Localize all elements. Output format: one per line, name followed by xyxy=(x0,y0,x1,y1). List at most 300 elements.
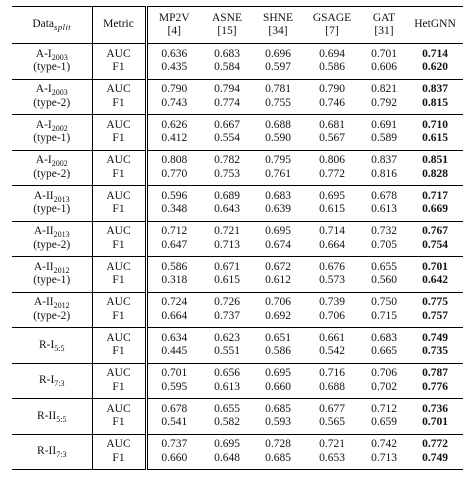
hetgnn-value-cell xyxy=(407,221,463,257)
value-cell xyxy=(303,115,361,151)
value-cell xyxy=(361,292,407,328)
best-value: 0.776 xyxy=(422,380,448,393)
value-cell xyxy=(146,257,201,293)
dataset-subscript: 2002 xyxy=(51,159,68,169)
dataset-cell xyxy=(12,150,92,186)
metric-label: AUC xyxy=(106,438,131,451)
value-cell xyxy=(361,44,407,80)
metric-value: 0.761 xyxy=(265,167,291,180)
dataset-base: A-I xyxy=(35,47,52,60)
metric-cell xyxy=(92,115,146,151)
metric-value: 0.694 xyxy=(319,47,345,60)
metric-value: 0.590 xyxy=(265,132,291,145)
metric-value: 0.712 xyxy=(161,225,188,238)
metric-label: F1 xyxy=(112,238,125,251)
metric-value: 0.743 xyxy=(161,96,188,109)
hetgnn-value-cell xyxy=(407,292,463,328)
value-cell xyxy=(303,44,361,80)
metric-value: 0.706 xyxy=(319,309,345,322)
value-cell xyxy=(361,115,407,151)
metric-value: 0.683 xyxy=(214,47,240,60)
metric-value: 0.683 xyxy=(265,189,291,202)
metric-value: 0.678 xyxy=(371,189,397,202)
best-value: 0.754 xyxy=(422,238,448,251)
best-value: 0.701 xyxy=(422,416,448,429)
table-row xyxy=(12,399,463,435)
metric-label: F1 xyxy=(112,61,125,74)
metric-value: 0.713 xyxy=(214,238,240,251)
value-cell xyxy=(253,292,303,328)
metric-value: 0.688 xyxy=(319,380,345,393)
metric-value: 0.721 xyxy=(319,438,345,451)
metric-cell xyxy=(92,79,146,115)
dataset-base: A-I xyxy=(35,154,52,167)
dataset-name xyxy=(12,119,92,133)
metric-value: 0.348 xyxy=(161,203,188,216)
value-cell xyxy=(361,186,407,222)
value-cell xyxy=(201,150,253,186)
value-cell xyxy=(303,292,361,328)
metric-label: F1 xyxy=(112,345,125,358)
header-method-hetgnn: HetGNN xyxy=(414,18,456,31)
metric-value: 0.794 xyxy=(214,83,240,96)
dataset-name xyxy=(12,48,92,62)
value-cell xyxy=(201,44,253,80)
dataset-base: A-II xyxy=(33,189,54,202)
value-cell xyxy=(253,363,303,399)
header-metric: Metric xyxy=(92,7,146,44)
metric-value: 0.554 xyxy=(214,132,240,145)
metric-value: 0.795 xyxy=(265,154,291,167)
metric-value: 0.705 xyxy=(371,238,397,251)
metric-value: 0.721 xyxy=(214,225,240,238)
value-cell xyxy=(253,115,303,151)
value-cell xyxy=(253,328,303,364)
metric-value: 0.636 xyxy=(161,47,188,60)
metric-cell xyxy=(92,257,146,293)
value-cell xyxy=(361,257,407,293)
metric-value: 0.596 xyxy=(161,189,188,202)
metric-label: AUC xyxy=(106,154,131,167)
dataset-base: A-II xyxy=(33,260,54,273)
table-row xyxy=(12,186,463,222)
metric-value: 0.739 xyxy=(319,296,345,309)
value-cell xyxy=(201,328,253,364)
metric-value: 0.567 xyxy=(319,132,345,145)
results-table xyxy=(12,6,463,470)
value-cell xyxy=(201,292,253,328)
table-row xyxy=(12,328,463,364)
metric-value: 0.702 xyxy=(371,380,397,393)
hetgnn-value-cell xyxy=(407,434,463,470)
dataset-type: (type-2) xyxy=(33,96,71,109)
method-ref: [31] xyxy=(374,25,394,37)
metric-value: 0.701 xyxy=(371,47,397,60)
hetgnn-value-cell xyxy=(407,44,463,80)
value-cell xyxy=(201,399,253,435)
metric-label: F1 xyxy=(112,274,125,287)
best-value: 0.669 xyxy=(422,203,448,216)
method-ref: [4] xyxy=(167,25,181,37)
metric-label: AUC xyxy=(106,118,131,131)
dataset-type: (type-1) xyxy=(33,274,71,287)
metric-value: 0.782 xyxy=(214,154,240,167)
metric-value: 0.689 xyxy=(214,189,240,202)
metric-cell xyxy=(92,399,146,435)
metric-value: 0.593 xyxy=(265,416,291,429)
metric-value: 0.435 xyxy=(161,61,188,74)
value-cell xyxy=(253,257,303,293)
dataset-cell xyxy=(12,44,92,80)
metric-value: 0.691 xyxy=(371,118,397,131)
header-method xyxy=(303,7,361,44)
header-dataset-sub: split xyxy=(54,22,72,33)
table-row xyxy=(12,221,463,257)
table-row xyxy=(12,115,463,151)
metric-value: 0.737 xyxy=(161,438,188,451)
metric-value: 0.790 xyxy=(161,83,188,96)
metric-value: 0.318 xyxy=(161,274,188,287)
dataset-name xyxy=(12,190,92,204)
metric-value: 0.742 xyxy=(371,438,397,451)
value-cell xyxy=(361,328,407,364)
metric-value: 0.615 xyxy=(319,203,345,216)
metric-value: 0.837 xyxy=(371,154,397,167)
best-value: 0.767 xyxy=(422,225,448,238)
metric-value: 0.696 xyxy=(265,47,291,60)
value-cell xyxy=(253,434,303,470)
dataset-cell xyxy=(12,399,92,435)
metric-value: 0.677 xyxy=(319,402,345,415)
metric-label: AUC xyxy=(106,402,131,415)
value-cell xyxy=(253,150,303,186)
method-name: GSAGE xyxy=(312,11,352,24)
metric-label: AUC xyxy=(106,260,131,273)
dataset-name xyxy=(12,339,92,353)
value-cell xyxy=(361,399,407,435)
dataset-subscript: 5:5 xyxy=(56,414,67,424)
dataset-name xyxy=(12,154,92,168)
metric-value: 0.660 xyxy=(265,380,291,393)
metric-value: 0.655 xyxy=(214,402,240,415)
metric-value: 0.676 xyxy=(319,260,345,273)
table-body xyxy=(12,44,463,470)
metric-value: 0.626 xyxy=(161,118,188,131)
value-cell xyxy=(146,328,201,364)
method-name: MP2V xyxy=(158,11,190,24)
table-row xyxy=(12,434,463,470)
metric-value: 0.560 xyxy=(371,274,397,287)
hetgnn-value-cell xyxy=(407,328,463,364)
dataset-subscript: 7:3 xyxy=(54,379,65,388)
metric-value: 0.755 xyxy=(265,96,291,109)
metric-value: 0.792 xyxy=(371,96,397,109)
table-row xyxy=(12,363,463,399)
dataset-subscript: 7:3 xyxy=(56,450,67,459)
metric-label: AUC xyxy=(106,331,131,344)
hetgnn-value-cell xyxy=(407,257,463,293)
dataset-type: (type-1) xyxy=(33,61,71,74)
best-value: 0.787 xyxy=(422,367,448,380)
table-row xyxy=(12,79,463,115)
metric-value: 0.724 xyxy=(161,296,188,309)
metric-value: 0.681 xyxy=(319,118,345,131)
metric-value: 0.653 xyxy=(319,451,345,464)
value-cell xyxy=(253,186,303,222)
metric-value: 0.445 xyxy=(161,345,188,358)
metric-value: 0.692 xyxy=(265,309,291,322)
metric-label: AUC xyxy=(106,225,131,238)
metric-cell xyxy=(92,44,146,80)
metric-value: 0.664 xyxy=(161,309,188,322)
dataset-name xyxy=(12,83,92,97)
metric-value: 0.541 xyxy=(161,416,188,429)
dataset-subscript: 2012 xyxy=(53,265,70,275)
metric-value: 0.674 xyxy=(265,238,291,251)
dataset-cell xyxy=(12,257,92,293)
metric-cell xyxy=(92,434,146,470)
metric-value: 0.573 xyxy=(319,274,345,287)
value-cell xyxy=(253,79,303,115)
metric-label: F1 xyxy=(112,96,125,109)
metric-value: 0.584 xyxy=(214,61,240,74)
metric-value: 0.659 xyxy=(371,416,397,429)
header-dataset-label: Data xyxy=(32,18,55,31)
dataset-name xyxy=(12,296,92,310)
dataset-subscript: 2003 xyxy=(51,88,68,98)
hetgnn-value-cell xyxy=(407,399,463,435)
header-method xyxy=(253,7,303,44)
value-cell xyxy=(146,434,201,470)
value-cell xyxy=(146,115,201,151)
dataset-base: R-II xyxy=(37,409,57,422)
value-cell xyxy=(201,115,253,151)
dataset-subscript: 2002 xyxy=(51,123,68,133)
metric-label: F1 xyxy=(112,451,125,464)
dataset-cell xyxy=(12,186,92,222)
metric-cell xyxy=(92,328,146,364)
metric-value: 0.542 xyxy=(319,345,345,358)
value-cell xyxy=(303,399,361,435)
best-value: 0.701 xyxy=(422,260,448,273)
metric-value: 0.750 xyxy=(371,296,397,309)
hetgnn-value-cell xyxy=(407,186,463,222)
method-name: SHNE xyxy=(262,11,294,24)
metric-value: 0.639 xyxy=(265,203,291,216)
best-value: 0.851 xyxy=(422,154,448,167)
value-cell xyxy=(303,221,361,257)
metric-value: 0.655 xyxy=(371,260,397,273)
metric-cell xyxy=(92,292,146,328)
dataset-name xyxy=(12,374,92,388)
dataset-type: (type-1) xyxy=(33,132,71,145)
metric-value: 0.706 xyxy=(371,367,397,380)
metric-value: 0.737 xyxy=(214,309,240,322)
metric-value: 0.623 xyxy=(214,331,240,344)
metric-value: 0.816 xyxy=(371,167,397,180)
metric-value: 0.772 xyxy=(319,167,345,180)
value-cell xyxy=(303,186,361,222)
metric-value: 0.726 xyxy=(214,296,240,309)
dataset-name xyxy=(12,225,92,239)
value-cell xyxy=(146,292,201,328)
value-cell xyxy=(146,363,201,399)
metric-value: 0.732 xyxy=(371,225,397,238)
metric-label: F1 xyxy=(112,309,125,322)
metric-label: F1 xyxy=(112,203,125,216)
metric-value: 0.612 xyxy=(265,274,291,287)
metric-value: 0.656 xyxy=(214,367,240,380)
dataset-cell xyxy=(12,434,92,470)
hetgnn-value-cell xyxy=(407,363,463,399)
metric-value: 0.586 xyxy=(265,345,291,358)
metric-value: 0.685 xyxy=(265,451,291,464)
metric-value: 0.613 xyxy=(371,203,397,216)
value-cell xyxy=(303,150,361,186)
dataset-base: A-II xyxy=(33,225,54,238)
header-method xyxy=(146,7,201,44)
metric-value: 0.565 xyxy=(319,416,345,429)
metric-cell xyxy=(92,221,146,257)
metric-cell xyxy=(92,363,146,399)
value-cell xyxy=(146,150,201,186)
metric-value: 0.712 xyxy=(371,402,397,415)
metric-value: 0.664 xyxy=(319,238,345,251)
table-row xyxy=(12,44,463,80)
metric-label: AUC xyxy=(106,296,131,309)
dataset-base: A-II xyxy=(33,296,54,309)
metric-value: 0.715 xyxy=(371,309,397,322)
metric-value: 0.808 xyxy=(161,154,188,167)
dataset-subscript: 2003 xyxy=(51,52,68,62)
metric-value: 0.661 xyxy=(319,331,345,344)
value-cell xyxy=(201,186,253,222)
metric-label: F1 xyxy=(112,416,125,429)
metric-value: 0.665 xyxy=(371,345,397,358)
value-cell xyxy=(253,399,303,435)
value-cell xyxy=(361,221,407,257)
best-value: 0.815 xyxy=(422,96,448,109)
dataset-type: (type-1) xyxy=(33,203,71,216)
header-row xyxy=(12,7,463,44)
metric-label: AUC xyxy=(106,189,131,202)
metric-value: 0.671 xyxy=(214,260,240,273)
value-cell xyxy=(303,79,361,115)
metric-value: 0.597 xyxy=(265,61,291,74)
metric-label: F1 xyxy=(112,132,125,145)
best-value: 0.714 xyxy=(422,47,448,60)
best-value: 0.837 xyxy=(422,83,448,96)
metric-value: 0.643 xyxy=(214,203,240,216)
value-cell xyxy=(361,434,407,470)
method-ref: [15] xyxy=(217,25,237,37)
metric-label: AUC xyxy=(106,83,131,96)
metric-cell xyxy=(92,150,146,186)
best-value: 0.749 xyxy=(422,331,448,344)
best-value: 0.615 xyxy=(422,132,448,145)
value-cell xyxy=(201,434,253,470)
method-name: GAT xyxy=(372,11,396,24)
metric-value: 0.634 xyxy=(161,331,188,344)
best-value: 0.620 xyxy=(422,61,448,74)
metric-value: 0.714 xyxy=(319,225,345,238)
dataset-base: R-I xyxy=(38,338,55,351)
dataset-cell xyxy=(12,328,92,364)
hetgnn-value-cell xyxy=(407,115,463,151)
metric-value: 0.706 xyxy=(265,296,291,309)
value-cell xyxy=(146,79,201,115)
metric-value: 0.695 xyxy=(265,367,291,380)
hetgnn-value-cell xyxy=(407,150,463,186)
metric-cell xyxy=(92,186,146,222)
table-row xyxy=(12,150,463,186)
table-row xyxy=(12,257,463,293)
value-cell xyxy=(361,79,407,115)
metric-value: 0.412 xyxy=(161,132,188,145)
metric-value: 0.613 xyxy=(214,380,240,393)
value-cell xyxy=(201,257,253,293)
dataset-subscript: 2013 xyxy=(53,194,70,204)
metric-value: 0.770 xyxy=(161,167,188,180)
metric-value: 0.647 xyxy=(161,238,188,251)
table-row xyxy=(12,292,463,328)
metric-value: 0.688 xyxy=(265,118,291,131)
value-cell xyxy=(201,79,253,115)
dataset-subscript: 2012 xyxy=(53,301,70,311)
metric-value: 0.651 xyxy=(265,331,291,344)
best-value: 0.772 xyxy=(422,438,448,451)
metric-value: 0.648 xyxy=(214,451,240,464)
value-cell xyxy=(253,221,303,257)
value-cell xyxy=(303,328,361,364)
dataset-base: A-I xyxy=(35,83,52,96)
value-cell xyxy=(146,221,201,257)
header-method xyxy=(361,7,407,44)
metric-value: 0.589 xyxy=(371,132,397,145)
metric-value: 0.728 xyxy=(265,438,291,451)
dataset-subscript: 2013 xyxy=(53,230,70,240)
metric-value: 0.683 xyxy=(371,331,397,344)
metric-label: AUC xyxy=(106,367,131,380)
hetgnn-value-cell xyxy=(407,79,463,115)
dataset-type: (type-2) xyxy=(33,238,71,251)
metric-label: AUC xyxy=(106,47,131,60)
value-cell xyxy=(303,363,361,399)
best-value: 0.736 xyxy=(422,402,448,415)
dataset-subscript: 5:5 xyxy=(54,343,65,353)
metric-label: F1 xyxy=(112,380,125,393)
dataset-type: (type-2) xyxy=(33,309,71,322)
value-cell xyxy=(303,434,361,470)
metric-value: 0.695 xyxy=(265,225,291,238)
dataset-name xyxy=(12,410,92,424)
metric-value: 0.586 xyxy=(319,61,345,74)
dataset-base: A-I xyxy=(35,118,52,131)
metric-value: 0.582 xyxy=(214,416,240,429)
metric-value: 0.667 xyxy=(214,118,240,131)
best-value: 0.735 xyxy=(422,345,448,358)
best-value: 0.717 xyxy=(422,189,448,202)
metric-value: 0.716 xyxy=(319,367,345,380)
value-cell xyxy=(201,221,253,257)
value-cell xyxy=(146,44,201,80)
dataset-cell xyxy=(12,79,92,115)
metric-value: 0.746 xyxy=(319,96,345,109)
dataset-cell xyxy=(12,292,92,328)
value-cell xyxy=(201,363,253,399)
metric-value: 0.685 xyxy=(265,402,291,415)
dataset-cell xyxy=(12,221,92,257)
